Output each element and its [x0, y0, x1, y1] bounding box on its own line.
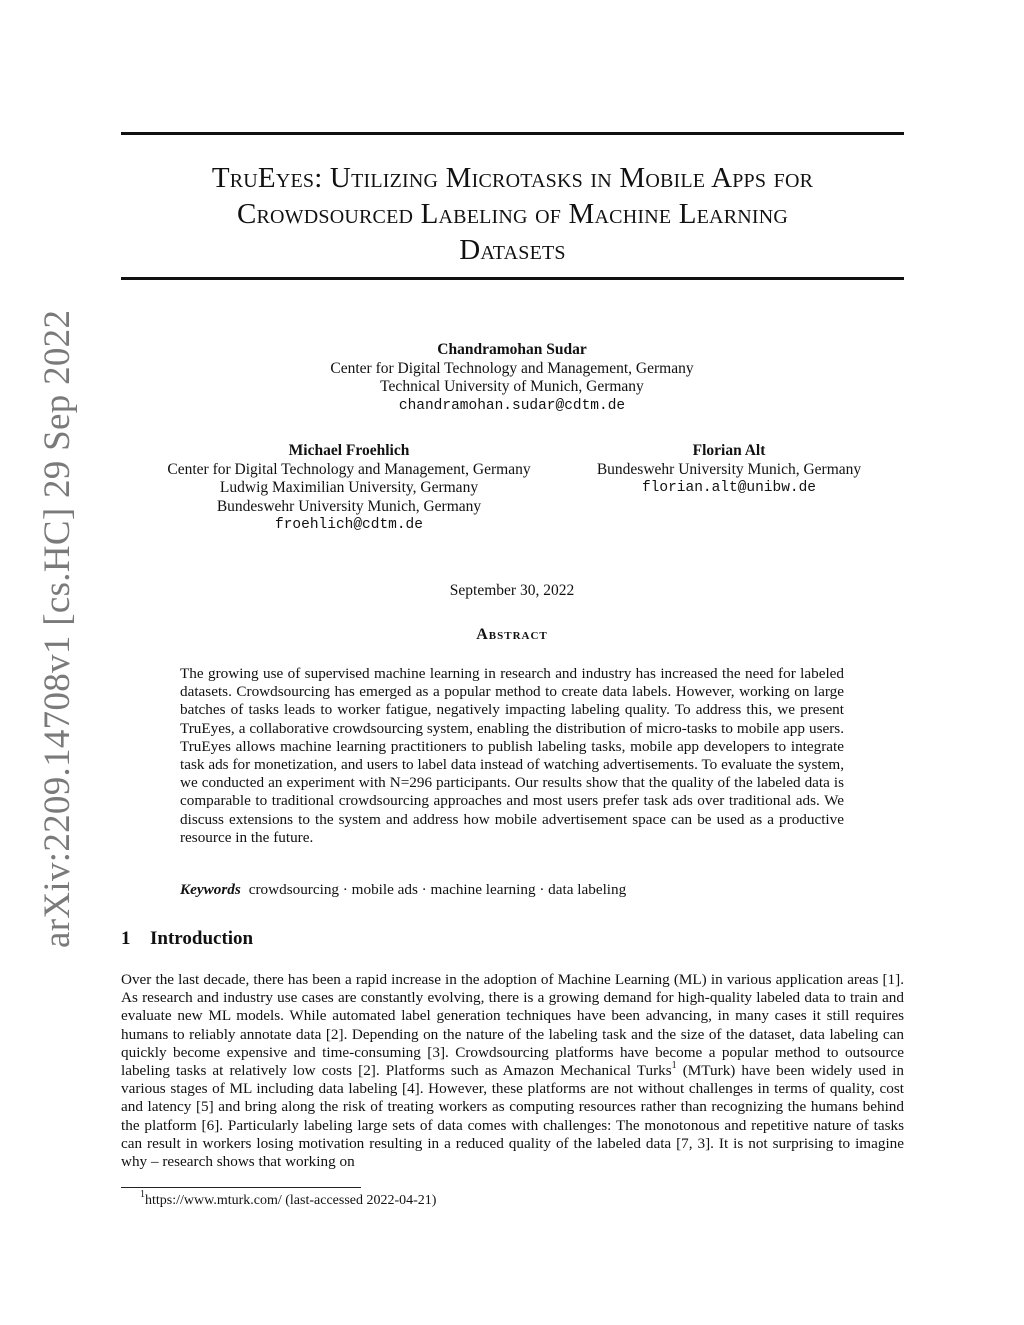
abstract-heading: Abstract	[476, 626, 548, 643]
footnote-number: 1	[140, 1189, 145, 1201]
title-line-1: TruEyes: Utilizing Microtasks in Mobile Apps for	[211, 162, 814, 194]
footnote-text[interactable]: https://www.mturk.com/ (last-accessed 2022-04-21)	[145, 1193, 437, 1208]
author-affiliation: Ludwig Maximilian University, Germany	[219, 479, 479, 496]
author-email[interactable]: florian.alt@unibw.de	[641, 480, 817, 496]
section-title: Introduction	[150, 928, 254, 949]
author-block-froehlich	[120, 442, 578, 535]
title-rule-bottom	[121, 277, 904, 280]
title-rule-top	[121, 132, 904, 135]
author-affiliation: Center for Digital Technology and Management, Germany	[167, 460, 531, 478]
keywords-line	[180, 881, 844, 899]
title-line-2: Crowdsourced Labeling of Machine Learning	[236, 198, 789, 230]
author-name: Florian Alt	[692, 442, 766, 459]
author-affiliation: Center for Digital Technology and Management, Germany	[330, 359, 694, 377]
publication-date: September 30, 2022	[449, 582, 575, 599]
keywords-label: Keywords	[180, 881, 241, 898]
footnote-rule	[121, 1187, 361, 1188]
introduction-paragraph	[121, 971, 904, 1171]
section-number: 1	[121, 928, 131, 949]
author-affiliation: Technical University of Munich, Germany	[380, 378, 644, 395]
author-affiliation: Bundeswehr University Munich, Germany	[216, 497, 482, 515]
author-block-alt	[560, 442, 898, 498]
author-name: Michael Froehlich	[288, 442, 410, 459]
footnote-marker[interactable]: 1	[671, 1059, 677, 1071]
keywords-list: crowdsourcing · mobile ads · machine learning · data labeling	[248, 881, 627, 898]
section-heading-introduction	[121, 928, 904, 950]
intro-text-part-2: (MTurk) have been widely used in various stages of ML including data labeling [4]. However, these platforms are not without challenges in terms of quality, cost and latency [5] and bring along the risk of treating workers as computing resources rather than recognizing the humans behind the platform [6]. Particularly labeling large sets of data comes with challenges: The monotonous and repetitive nature of tasks can result in workers losing motivation resulting in a reduced quality of the labeled data [7, 3]. It is not surprising to imagine why – research shows that working on	[121, 1062, 904, 1171]
author-affiliation: Bundeswehr University Munich, Germany	[596, 460, 862, 478]
title-line-3: Datasets	[459, 234, 566, 266]
author-name: Chandramohan Sudar	[437, 341, 587, 358]
arxiv-identifier: arXiv:2209.14708v1 [cs.HC] 29 Sep 2022	[37, 309, 78, 948]
abstract-text: The growing use of supervised machine learning in research and industry has increased the need for labeled datasets. Crowdsourcing has emerged as a popular method to create data labels. However, working on large batches of tasks leads to worker fatigue, negatively impacting labeling quality. To address this, we present TruEyes, a collaborative crowdsourcing system, enabling the distribution of micro-tasks to mobile app users. TruEyes allows machine learning practitioners to publish labeling tasks, mobile app developers to integrate task ads for monetization, and users to label data instead of watching advertisements. To evaluate the system, we conducted an experiment with N=296 participants. Our results show that the quality of the labeled data is comparable to traditional crowdsourcing approaches and most users prefer task ads over traditional ads. We discuss extensions to the system and address how mobile advertisement space can be used as a productive resource in the future.	[180, 665, 844, 846]
intro-text-part-1: Over the last decade, there has been a rapid increase in the adoption of Machine Learning (ML) in various application areas [1]. As research and industry use cases are constantly evolving, there is a growing demand for high-quality labeled data to train and evaluate new ML models. While automated label generation techniques have been advancing, in many cases it still requires humans to reliably annotate data [2]. Depending on the nature of the labeling task and the size of the dataset, data labeling can quickly become expensive and time-consuming [3]. Crowdsourcing platforms have become a popular method to outsource labeling tasks at relatively low costs [2]. Platforms such as Amazon Mechanical Turks	[121, 971, 904, 1080]
author-block-sudar	[212, 341, 812, 415]
author-email[interactable]: froehlich@cdtm.de	[275, 517, 423, 533]
author-email[interactable]: chandramohan.sudar@cdtm.de	[398, 397, 626, 414]
footnote	[140, 1189, 437, 1209]
paper-title	[121, 160, 904, 268]
